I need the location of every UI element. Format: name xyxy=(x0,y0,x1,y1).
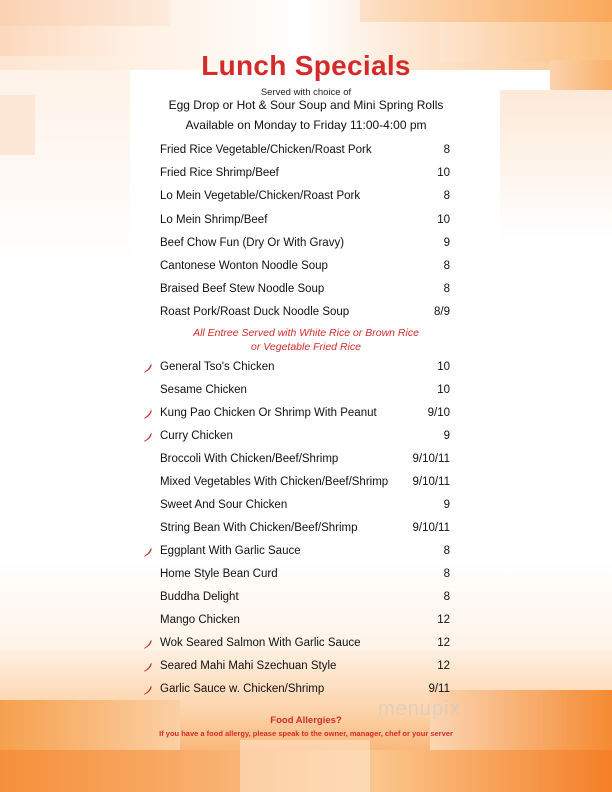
menu-item-name: General Tso's Chicken xyxy=(160,361,275,373)
menu-item-name: Curry Chicken xyxy=(160,430,233,442)
menu-item xyxy=(140,614,452,630)
menu-item xyxy=(140,306,452,322)
menu-item-price: 8 xyxy=(443,545,450,557)
chili-pepper-icon xyxy=(143,640,152,649)
menu-item xyxy=(140,237,452,253)
menu-item-price: 9/10/11 xyxy=(412,453,450,465)
menu-item-name: Sweet And Sour Chicken xyxy=(160,499,288,511)
menu-item-price: 10 xyxy=(437,361,450,373)
menu-item-name: Wok Seared Salmon With Garlic Sauce xyxy=(160,637,361,649)
menu-item xyxy=(140,522,452,538)
watermark: menupix xyxy=(378,698,461,720)
menu-item-name: Garlic Sauce w. Chicken/Shrimp xyxy=(160,683,325,695)
menu-item xyxy=(140,476,452,492)
menu-item xyxy=(140,499,452,515)
menu-item-name: Broccoli With Chicken/Beef/Shrimp xyxy=(160,453,339,465)
availability-text: Available on Monday to Friday 11:00-4:00 pm xyxy=(185,118,427,132)
menu-item-name: Seared Mahi Mahi Szechuan Style xyxy=(160,660,337,672)
menu-item xyxy=(140,591,452,607)
menu-item-price: 9 xyxy=(443,430,450,442)
menu-item xyxy=(140,637,452,653)
menu-item-price: 8 xyxy=(443,568,450,580)
menu-item-price: 10 xyxy=(437,213,450,226)
menu-item-name: Lo Mein Vegetable/Chicken/Roast Pork xyxy=(160,190,361,203)
menu-item-price: 9/11 xyxy=(428,683,450,695)
menu-item xyxy=(140,144,452,160)
menu-item xyxy=(140,683,452,699)
menu-item-name: Home Style Bean Curd xyxy=(160,568,278,580)
menu-item xyxy=(140,361,452,377)
menu-title: Lunch Specials xyxy=(201,50,411,81)
menu-item-price: 8 xyxy=(443,144,450,156)
menu-item-price: 10 xyxy=(437,167,450,180)
entree-note-line2: or Vegetable Fried Rice xyxy=(251,341,361,353)
menu-item-name: Mango Chicken xyxy=(160,614,240,626)
menu-item-name: String Bean With Chicken/Beef/Shrimp xyxy=(160,522,358,534)
menu-item-price: 9/10 xyxy=(427,407,450,419)
chili-pepper-icon xyxy=(143,433,152,442)
menu-item-price: 8 xyxy=(443,283,450,296)
menu-item-price: 9/10/11 xyxy=(412,476,450,488)
menu-item-name: Sesame Chicken xyxy=(160,384,247,396)
menu-item-name: Eggplant With Garlic Sauce xyxy=(160,545,301,557)
menu-item xyxy=(140,568,452,584)
menu-item-name: Roast Pork/Roast Duck Noodle Soup xyxy=(160,306,350,319)
chili-pepper-icon xyxy=(143,410,152,419)
menu-item xyxy=(140,260,452,276)
served-with-label: Served with choice of xyxy=(260,87,352,98)
menu-item xyxy=(140,214,452,230)
menu-item xyxy=(140,384,452,400)
menu-item-price: 8/9 xyxy=(434,306,450,319)
allergy-title: Food Allergies? xyxy=(270,715,342,726)
menu-item-price: 8 xyxy=(443,591,450,603)
served-with-items: Egg Drop or Hot & Sour Soup and Mini Spring Rolls xyxy=(168,98,444,112)
menu-item xyxy=(140,167,452,183)
menu-item-price: 8 xyxy=(443,260,450,272)
menu-item-price: 12 xyxy=(437,614,450,626)
menu-item xyxy=(140,283,452,299)
entree-note-line1: All Entree Served with White Rice or Brown Rice xyxy=(193,327,419,339)
menu-item-price: 9 xyxy=(443,499,450,511)
menu-item-name: Fried Rice Vegetable/Chicken/Roast Pork xyxy=(160,144,372,156)
menu-item-price: 9/10/11 xyxy=(412,522,450,534)
menu-item xyxy=(140,453,452,469)
menu-item-name: Beef Chow Fun (Dry Or With Gravy) xyxy=(160,236,345,249)
menu-item-name: Fried Rice Shrimp/Beef xyxy=(160,167,279,180)
menu-item-name: Lo Mein Shrimp/Beef xyxy=(160,213,268,226)
menu-item xyxy=(140,545,452,561)
menu-item xyxy=(140,660,452,676)
chili-pepper-icon xyxy=(143,663,152,672)
menu-item-price: 10 xyxy=(437,384,450,396)
menu-item-price: 12 xyxy=(437,637,450,649)
menu-item-name: Buddha Delight xyxy=(160,591,239,603)
menu-item-name: Braised Beef Stew Noodle Soup xyxy=(160,283,325,296)
menu-item-name: Cantonese Wonton Noodle Soup xyxy=(160,260,328,272)
chili-pepper-icon xyxy=(143,686,152,695)
menu-item-price: 9 xyxy=(443,236,450,249)
allergy-text: If you have a food allergy, please speak to the owner, manager, chef or your server xyxy=(159,729,453,738)
menu-item xyxy=(140,430,452,446)
menu-item-name: Mixed Vegetables With Chicken/Beef/Shrimp xyxy=(160,476,389,488)
chili-pepper-icon xyxy=(143,548,152,557)
menu-item xyxy=(140,407,452,423)
menu-item xyxy=(140,190,452,206)
menu-item-price: 12 xyxy=(437,660,450,672)
menu-item-name: Kung Pao Chicken Or Shrimp With Peanut xyxy=(160,407,377,419)
chili-pepper-icon xyxy=(143,364,152,373)
menu-item-price: 8 xyxy=(443,190,450,203)
